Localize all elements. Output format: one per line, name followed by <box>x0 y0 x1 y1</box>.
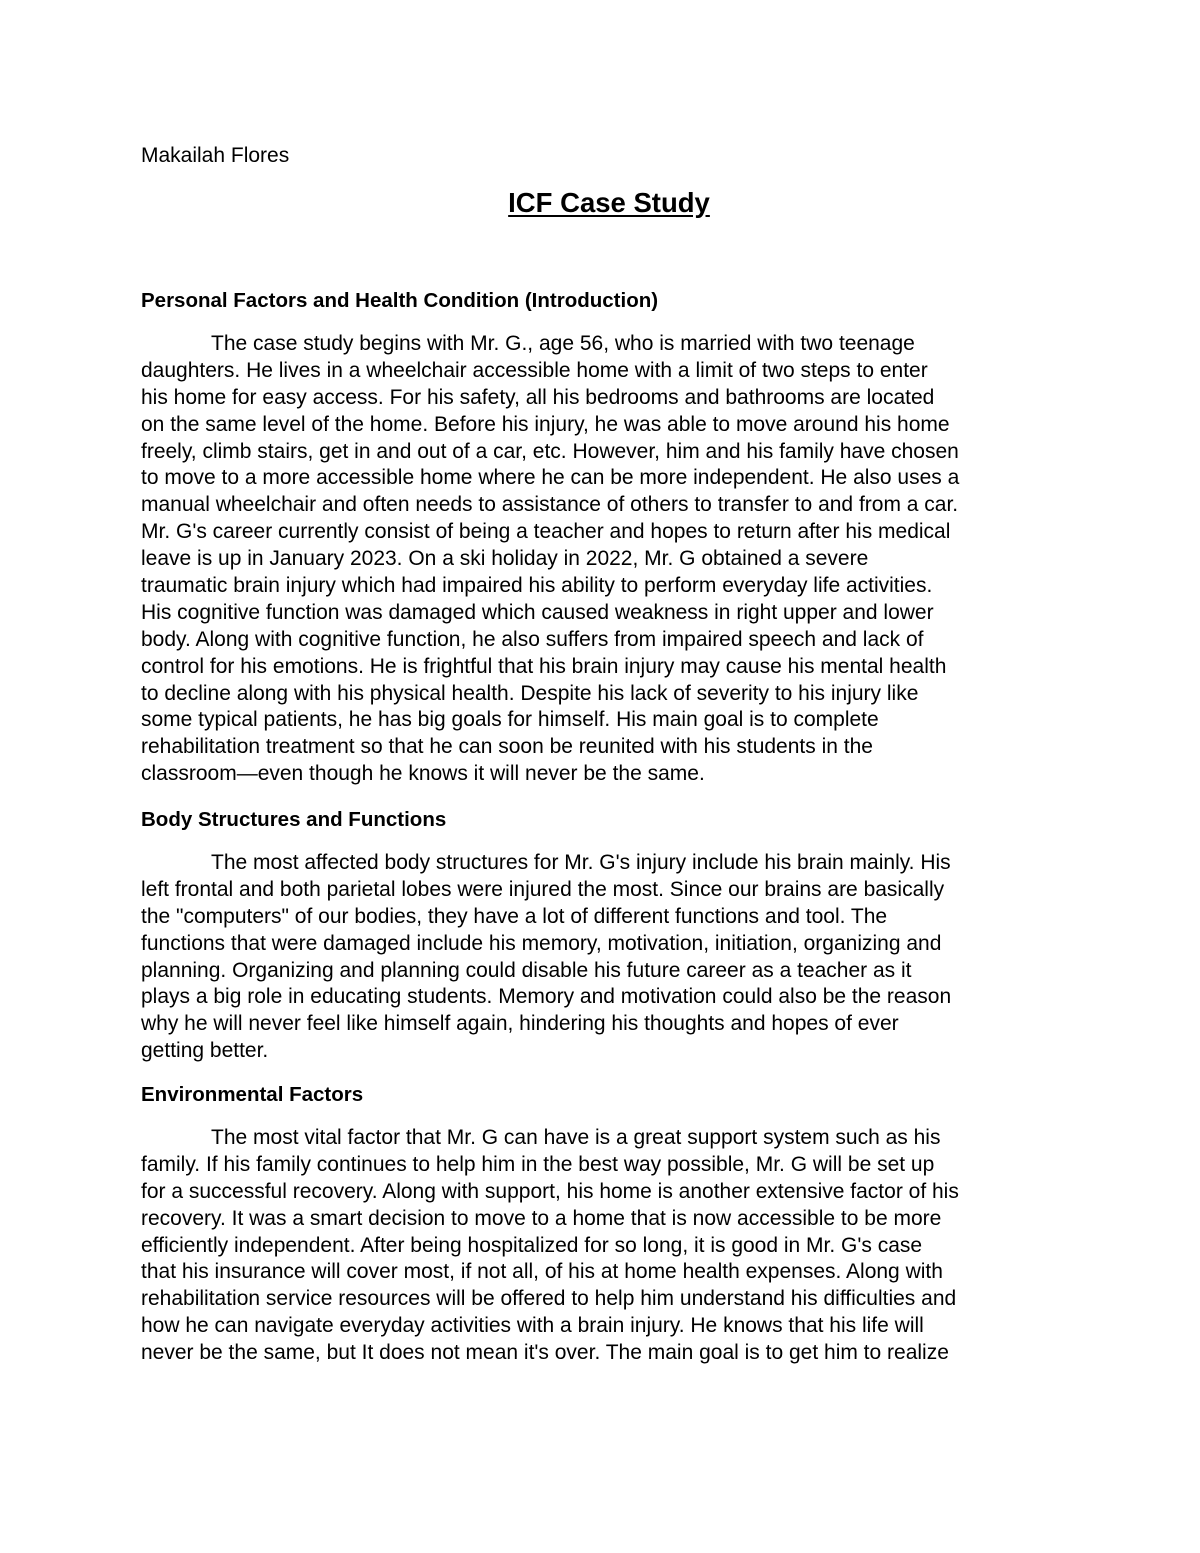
text-line: rehabilitation treatment so that he can soon be reunited with his students in the <box>141 735 873 759</box>
text-line: The most affected body structures for Mr. G's injury include his brain mainly. His <box>211 851 951 874</box>
text-line: daughters. He lives in a wheelchair accessible home with a limit of two steps to enter <box>141 358 928 382</box>
text-line: body. Along with cognitive function, he also suffers from impaired speech and lack of <box>141 627 924 651</box>
text-line: planning. Organizing and planning could disable his future career as a teacher as it <box>141 958 912 982</box>
text-line: for a successful recovery. Along with support, his home is another extensive factor of his <box>141 1179 959 1203</box>
text-line: leave is up in January 2023. On a ski holiday in 2022, Mr. G obtained a severe <box>141 547 869 571</box>
text-line: The most vital factor that Mr. G can have is a great support system such as his <box>211 1126 941 1149</box>
text-line: functions that were damaged include his memory, motivation, initiation, organizing and <box>141 931 942 955</box>
section-heading-environmental-factors: Environmental Factors <box>141 1083 364 1106</box>
text-line: to decline along with his physical health. Despite his lack of severity to his injury like <box>141 681 919 705</box>
section-body-personal-factors <box>141 331 959 788</box>
section-heading-personal-factors: Personal Factors and Health Condition (Introduction) <box>141 289 659 312</box>
text-line: manual wheelchair and often needs to assistance of others to transfer to and from a car. <box>141 493 959 517</box>
text-line: never be the same, but It does not mean it's over. The main goal is to get him to realize <box>141 1341 949 1365</box>
text-line: why he will never feel like himself again, hindering his thoughts and hopes of ever <box>141 1012 899 1036</box>
text-line: control for his emotions. He is frightful that his brain injury may cause his mental health <box>141 654 947 678</box>
text-line: on the same level of the home. Before his injury, he was able to move around his home <box>141 412 950 436</box>
text-line: Mr. G's career currently consist of being a teacher and hopes to return after his medical <box>141 520 951 544</box>
text-line: left frontal and both parietal lobes were injured the most. Since our brains are basically <box>141 877 945 901</box>
text-line: freely, climb stairs, get in and out of a car, etc. However, him and his family have chosen <box>141 439 959 463</box>
text-line: recovery. It was a smart decision to move to a home that is now accessible to be more <box>141 1206 942 1230</box>
section-body-body-structures <box>141 850 951 1065</box>
text-line: efficiently independent. After being hospitalized for so long, it is good in Mr. G's case <box>141 1233 923 1257</box>
text-line: The case study begins with Mr. G., age 56, who is married with two teenage <box>211 332 915 355</box>
text-line: his home for easy access. For his safety, all his bedrooms and bathrooms are located <box>141 385 935 409</box>
text-line: that his insurance will cover most, if not all, of his at home health expenses. Along with <box>141 1260 943 1284</box>
text-line: family. If his family continues to help him in the best way possible, Mr. G will be set up <box>141 1152 935 1176</box>
text-line: the "computers" of our bodies, they have a lot of different functions and tool. The <box>141 904 888 928</box>
text-line: rehabilitation service resources will be offered to help him understand his difficulties and <box>141 1287 957 1311</box>
text-line: classroom—even though he knows it will never be the same. <box>141 762 705 786</box>
text-line: how he can navigate everyday activities with a brain injury. He knows that his life will <box>141 1314 924 1338</box>
author-name: Makailah Flores <box>141 144 290 167</box>
text-line: plays a big role in educating students. Memory and motivation could also be the reason <box>141 985 952 1009</box>
text-line: traumatic brain injury which had impaired his ability to perform everyday life activities. <box>141 574 933 598</box>
text-line: getting better. <box>141 1039 269 1063</box>
section-body-environmental-factors <box>141 1125 959 1367</box>
text-line: to move to a more accessible home where he can be more independent. He also uses a <box>141 466 960 490</box>
text-line: some typical patients, he has big goals for himself. His main goal is to complete <box>141 708 879 732</box>
text-line: His cognitive function was damaged which caused weakness in right upper and lower <box>141 600 934 624</box>
document-title: ICF Case Study <box>508 187 710 218</box>
section-heading-body-structures: Body Structures and Functions <box>141 808 447 831</box>
